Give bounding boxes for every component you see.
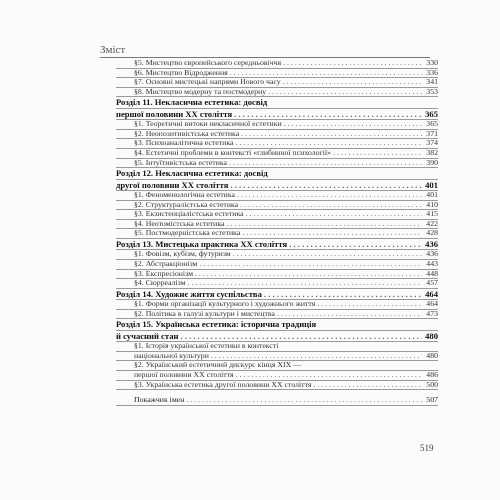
entry-title: §5. Постмодерністська естетика (134, 228, 241, 238)
dot-leader (289, 239, 422, 249)
entry-title: §1. Теоретичні витоки некласичної естетики (134, 119, 282, 129)
toc-subsection-title-line: §2. Український естетичний дискурс кінця XIX — (116, 361, 438, 371)
dot-leader (283, 78, 422, 87)
toc-subsection (116, 310, 438, 320)
toc-chapter-title-line: Розділ 11. Некласична естетика: досвід (116, 97, 438, 108)
entry-title: першої половини XX століття (116, 108, 233, 119)
entry-page: 374 (426, 138, 438, 148)
entry-title: другої половини XX століття (116, 179, 229, 190)
entry-page: 457 (426, 278, 438, 288)
entry-title: §4. Естетичні проблеми в контексті «глибинної психології» (134, 147, 331, 157)
entry-page: 401 (425, 179, 438, 190)
dot-leader (333, 149, 422, 158)
dot-leader (240, 201, 422, 210)
dot-leader (186, 396, 422, 405)
toc-subsection (116, 229, 438, 239)
dot-leader (283, 59, 422, 68)
dot-leader (180, 331, 422, 341)
dot-leader (233, 250, 422, 259)
entry-title: §7. Основні мистецькі напрями Нового часу (134, 77, 281, 87)
entry-page: 436 (426, 249, 438, 259)
entry-title: першої половини XX століття (134, 369, 234, 379)
entry-page: 422 (426, 218, 438, 228)
entry-title: Розділ 14. Художнє життя суспільства (116, 288, 262, 299)
dot-leader (241, 130, 422, 139)
entry-page: 365 (426, 119, 438, 129)
dot-leader (234, 109, 422, 119)
entry-page: 507 (426, 395, 438, 405)
toc-index-entry (116, 396, 438, 406)
dot-leader (237, 191, 422, 200)
toc-subsection (116, 88, 438, 98)
entry-title: §1. Феноменологічна естетика (134, 189, 235, 199)
dot-leader (230, 180, 422, 190)
dot-leader (236, 371, 422, 380)
entry-page: 401 (426, 189, 438, 199)
entry-title: §2. Абстракціонізм (134, 258, 198, 268)
toc-subsection (116, 159, 438, 169)
entry-page: 480 (426, 350, 438, 360)
entry-title: §5. Інтуїтивістська естетика (134, 157, 228, 167)
entry-page: 448 (426, 268, 438, 278)
entry-title: Покажчик імен (134, 395, 185, 405)
toc-subsection (116, 352, 438, 362)
entry-page: 480 (425, 330, 438, 341)
page-number: 519 (420, 443, 434, 453)
entry-title: §3. Експресіонізм (134, 268, 194, 278)
entry-page: 428 (426, 228, 438, 238)
dot-leader (188, 279, 422, 288)
entry-title: §3. Екзистенціалістська естетика (134, 209, 244, 219)
entry-title: §5. Мистецтво європейського середньовіччя (134, 58, 282, 67)
entry-title: §3. Психоаналітична естетика (134, 138, 234, 148)
entry-title: §8. Мистецтво модерну та постмодерну (134, 86, 267, 96)
entry-page: 336 (426, 67, 438, 77)
dot-leader (235, 139, 422, 148)
dot-leader (227, 220, 423, 229)
entry-page: 330 (426, 58, 438, 67)
entry-title: §2. Структуралістська естетика (134, 199, 239, 209)
entry-title: §2. Неопозитивістська естетика (134, 128, 240, 138)
entry-page: 390 (426, 157, 438, 167)
entry-title: §3. Українська естетика другої половини XX століття (134, 379, 312, 389)
entry-page: 443 (426, 258, 438, 268)
table-of-contents (116, 59, 438, 406)
dot-leader (264, 289, 422, 299)
entry-page: 410 (426, 199, 438, 209)
dot-leader (242, 229, 422, 238)
entry-title: Розділ 13. Мистецька практика XX століття (116, 238, 288, 249)
running-header: Зміст (100, 44, 126, 56)
entry-page: 436 (425, 238, 438, 249)
dot-leader (284, 120, 422, 129)
entry-page: 415 (426, 209, 438, 219)
entry-page: 353 (426, 86, 438, 96)
entry-title: й сучасний стан (116, 330, 179, 341)
toc-subsection (116, 279, 438, 289)
entry-page: 473 (426, 308, 438, 318)
toc-subsection (116, 381, 438, 391)
entry-title: §1. Фовізм, кубізм, футуризм (134, 249, 231, 259)
dot-leader (230, 69, 422, 78)
dot-leader (246, 210, 422, 219)
toc-chapter-title-line: Розділ 12. Некласична естетика: досвід (116, 168, 438, 179)
entry-title: §4. Неотомістська естетика (134, 218, 225, 228)
entry-title: §1. Форми організації культурного і художнього життя (134, 299, 316, 309)
dot-leader (200, 260, 423, 269)
entry-page: 382 (426, 147, 438, 157)
entry-page: 464 (425, 288, 438, 299)
dot-leader (277, 310, 422, 319)
entry-title: §6. Мистецтво Відродження (134, 67, 228, 77)
entry-page: 500 (426, 379, 438, 389)
dot-leader (195, 270, 422, 279)
entry-page: 464 (426, 299, 438, 309)
toc-chapter-title-line: Розділ 15. Українська естетика: історична традиція (116, 319, 438, 330)
entry-title: національної культури (134, 350, 209, 360)
entry-page: 371 (426, 128, 438, 138)
entry-page: 341 (426, 77, 438, 87)
dot-leader (317, 300, 422, 309)
toc-chapter (116, 331, 438, 342)
entry-page: 365 (425, 108, 438, 119)
dot-leader (313, 381, 422, 390)
entry-title: §2. Політика в галузі культури і мистецтва (134, 308, 275, 318)
dot-leader (229, 159, 422, 168)
entry-title: §4. Сюрреалізм (134, 278, 186, 288)
entry-page: 486 (426, 369, 438, 379)
dot-leader (268, 88, 422, 97)
dot-leader (211, 352, 422, 361)
toc-subsection-title-line: §1. Історія української естетики в контексті (116, 342, 438, 352)
